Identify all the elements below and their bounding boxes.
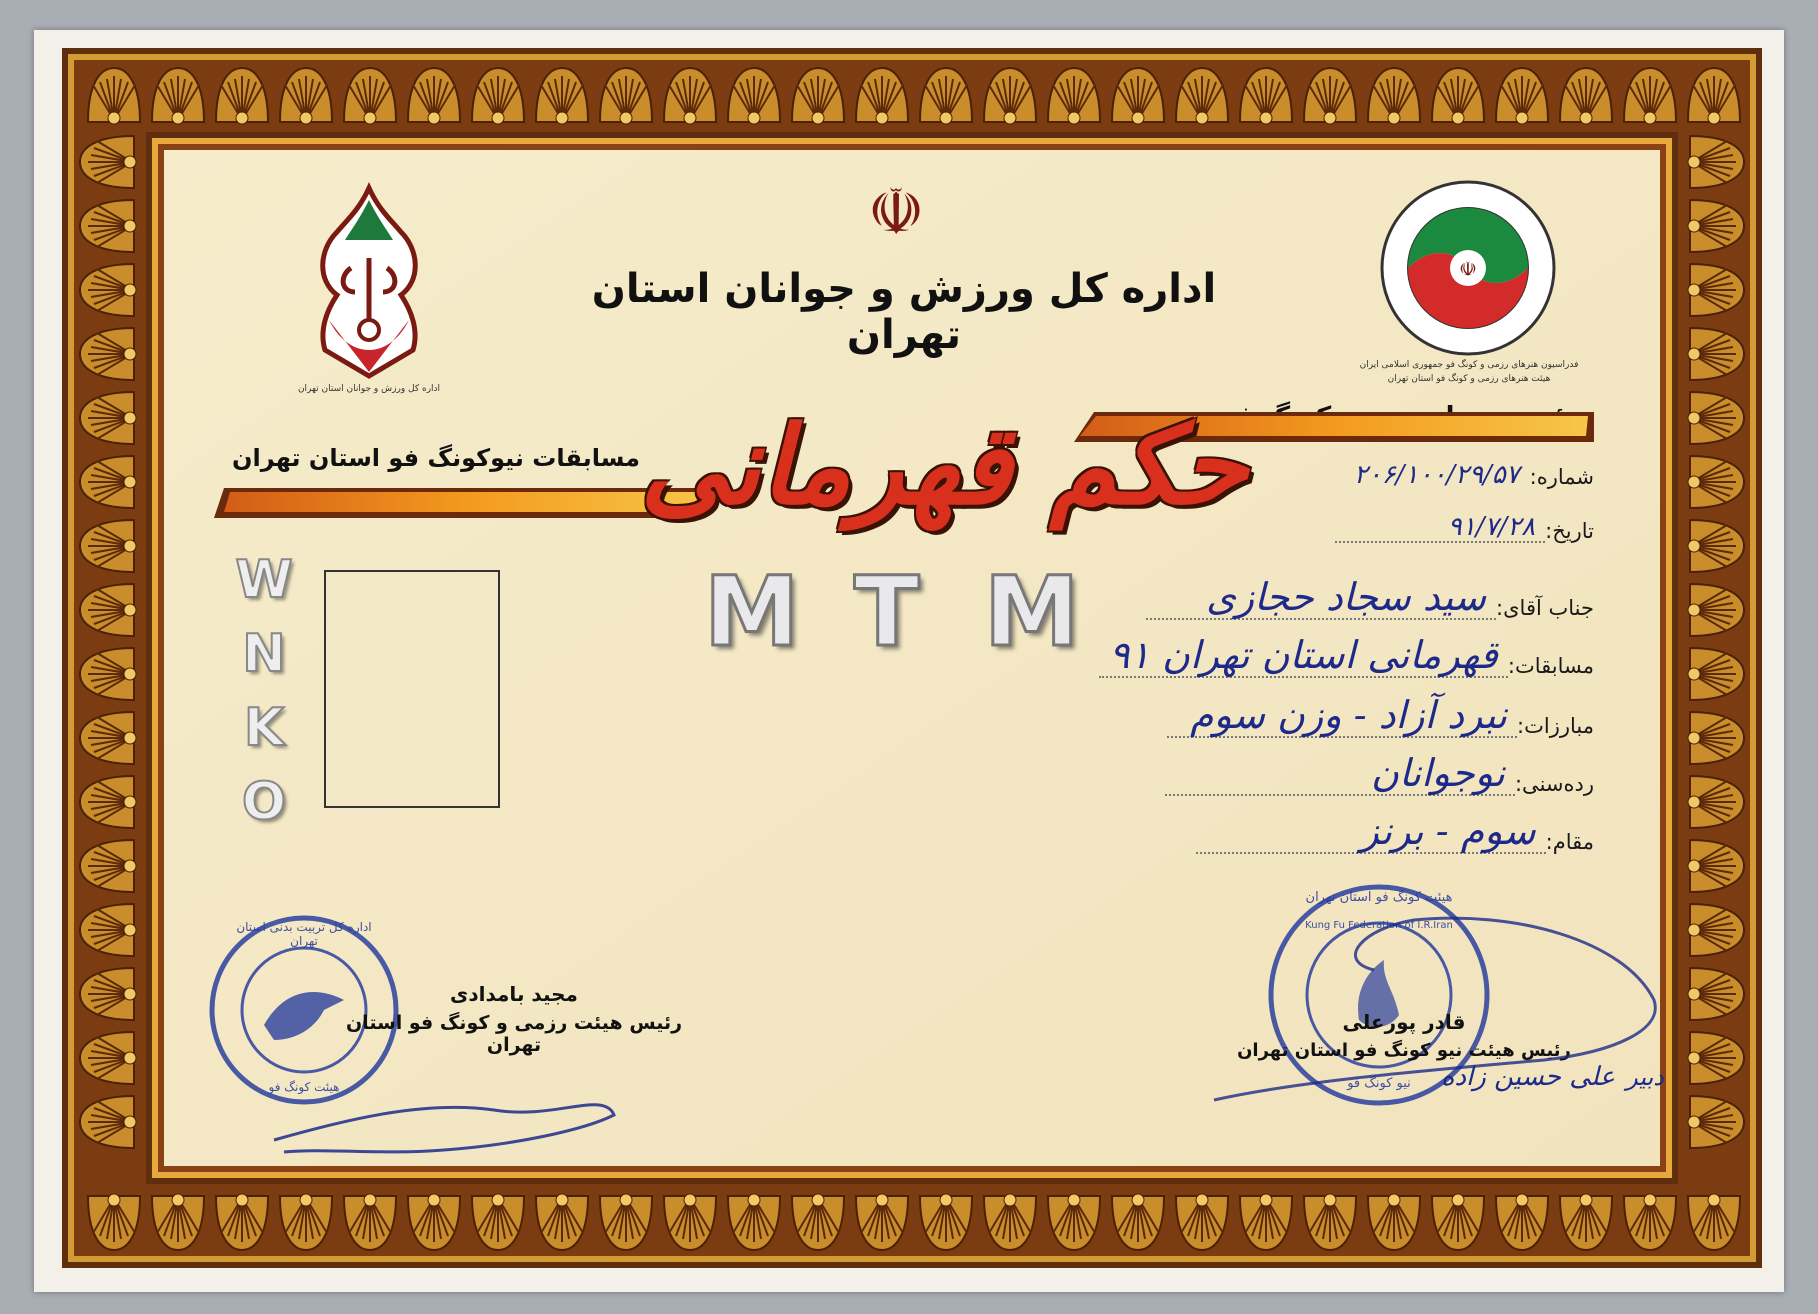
right-signatory-title: رئیس هیئت نیو کونگ فو استان تهران (1237, 1040, 1571, 1061)
right-signature (1184, 880, 1684, 1140)
field-row (1034, 809, 1594, 854)
secretary-label: دبیر (1626, 1063, 1664, 1091)
left-signatory-name: مجید بامدادی (450, 982, 578, 1006)
field-value: سید سجاد حجازی (1146, 578, 1496, 620)
svg-text:☫: ☫ (1459, 257, 1477, 281)
mtm-letter: T (854, 556, 920, 668)
date-label: تاریخ: (1545, 519, 1594, 544)
mtm-letter: M (984, 556, 1080, 668)
field-row (1034, 633, 1594, 678)
field-row (1034, 693, 1594, 738)
secretary-name: علی حسین زاده (1440, 1062, 1616, 1092)
date-value: ۹۱/۷/۲۸ (1335, 514, 1545, 543)
field-value: نوجوانان (1165, 754, 1515, 796)
certificate (34, 30, 1784, 1292)
number-label: شماره: (1529, 465, 1594, 490)
wnko-letter: W (235, 550, 293, 610)
left-signatory-title: رئیس هیئت رزمی و کونگ فو استان تهران (345, 1012, 683, 1056)
competition-name: مسابقات نیوکونگ فو استان تهران (232, 444, 640, 472)
right-logo-ring-text: فدراسیون هنرهای رزمی و کونگ فو جمهوری اسلامی ایران (1359, 360, 1579, 370)
field-label: مبارزات: (1517, 713, 1594, 738)
right-logo-bottom-text: هیئت هنرهای رزمی و کونگ فو استان تهران (1387, 374, 1551, 384)
wnko-letter: O (241, 772, 287, 832)
page-title: اداره کل ورزش و جوانان استان تهران (591, 266, 1217, 358)
field-row (1034, 751, 1594, 796)
emblem-icon: ☫ (867, 176, 925, 250)
number-row (1174, 462, 1594, 489)
field-label: مقام: (1545, 829, 1594, 854)
field-value: سوم - برنز (1196, 812, 1546, 854)
wnko-letter: N (242, 624, 286, 684)
field-value: قهرمانی استان تهران ۹۱ (1099, 636, 1508, 678)
field-label: رده‌سنی: (1514, 771, 1594, 796)
field-row (1034, 575, 1594, 620)
right-stamp-bottom: نیو کونگ فو (1347, 1076, 1411, 1091)
left-stamp-text: اداره کل تربیت بدنی استان تهران (236, 920, 372, 948)
field-value: نبرد آزاد - وزن سوم (1167, 696, 1517, 738)
right-stamp-en: Kung Fu Federation of I.R.Iran (1305, 920, 1453, 931)
right-stamp-text: هیئت کونگ فو استان تهران (1305, 890, 1453, 905)
field-label: مسابقات: (1507, 653, 1594, 678)
certificate-title: حکم قهرمانی (640, 404, 1248, 529)
mtm-letter: M (704, 556, 800, 668)
left-signature (264, 1070, 624, 1160)
wnko-logo (234, 550, 294, 870)
number-value: ۲۰۶/۱۰۰/۲۹/۵۷ (1353, 460, 1520, 490)
date-row (1174, 514, 1594, 543)
left-signatory (334, 982, 694, 1056)
left-logo-caption: اداره کل ورزش و جوانان استان تهران (297, 384, 441, 394)
left-stamp-bottom: هیئت کونگ فو (268, 1080, 340, 1094)
field-label: جناب آقای: (1496, 595, 1594, 620)
right-signatory-name: قادر پورعلی (1342, 1010, 1466, 1034)
photo-frame (324, 570, 500, 808)
wnko-letter: K (243, 698, 285, 758)
